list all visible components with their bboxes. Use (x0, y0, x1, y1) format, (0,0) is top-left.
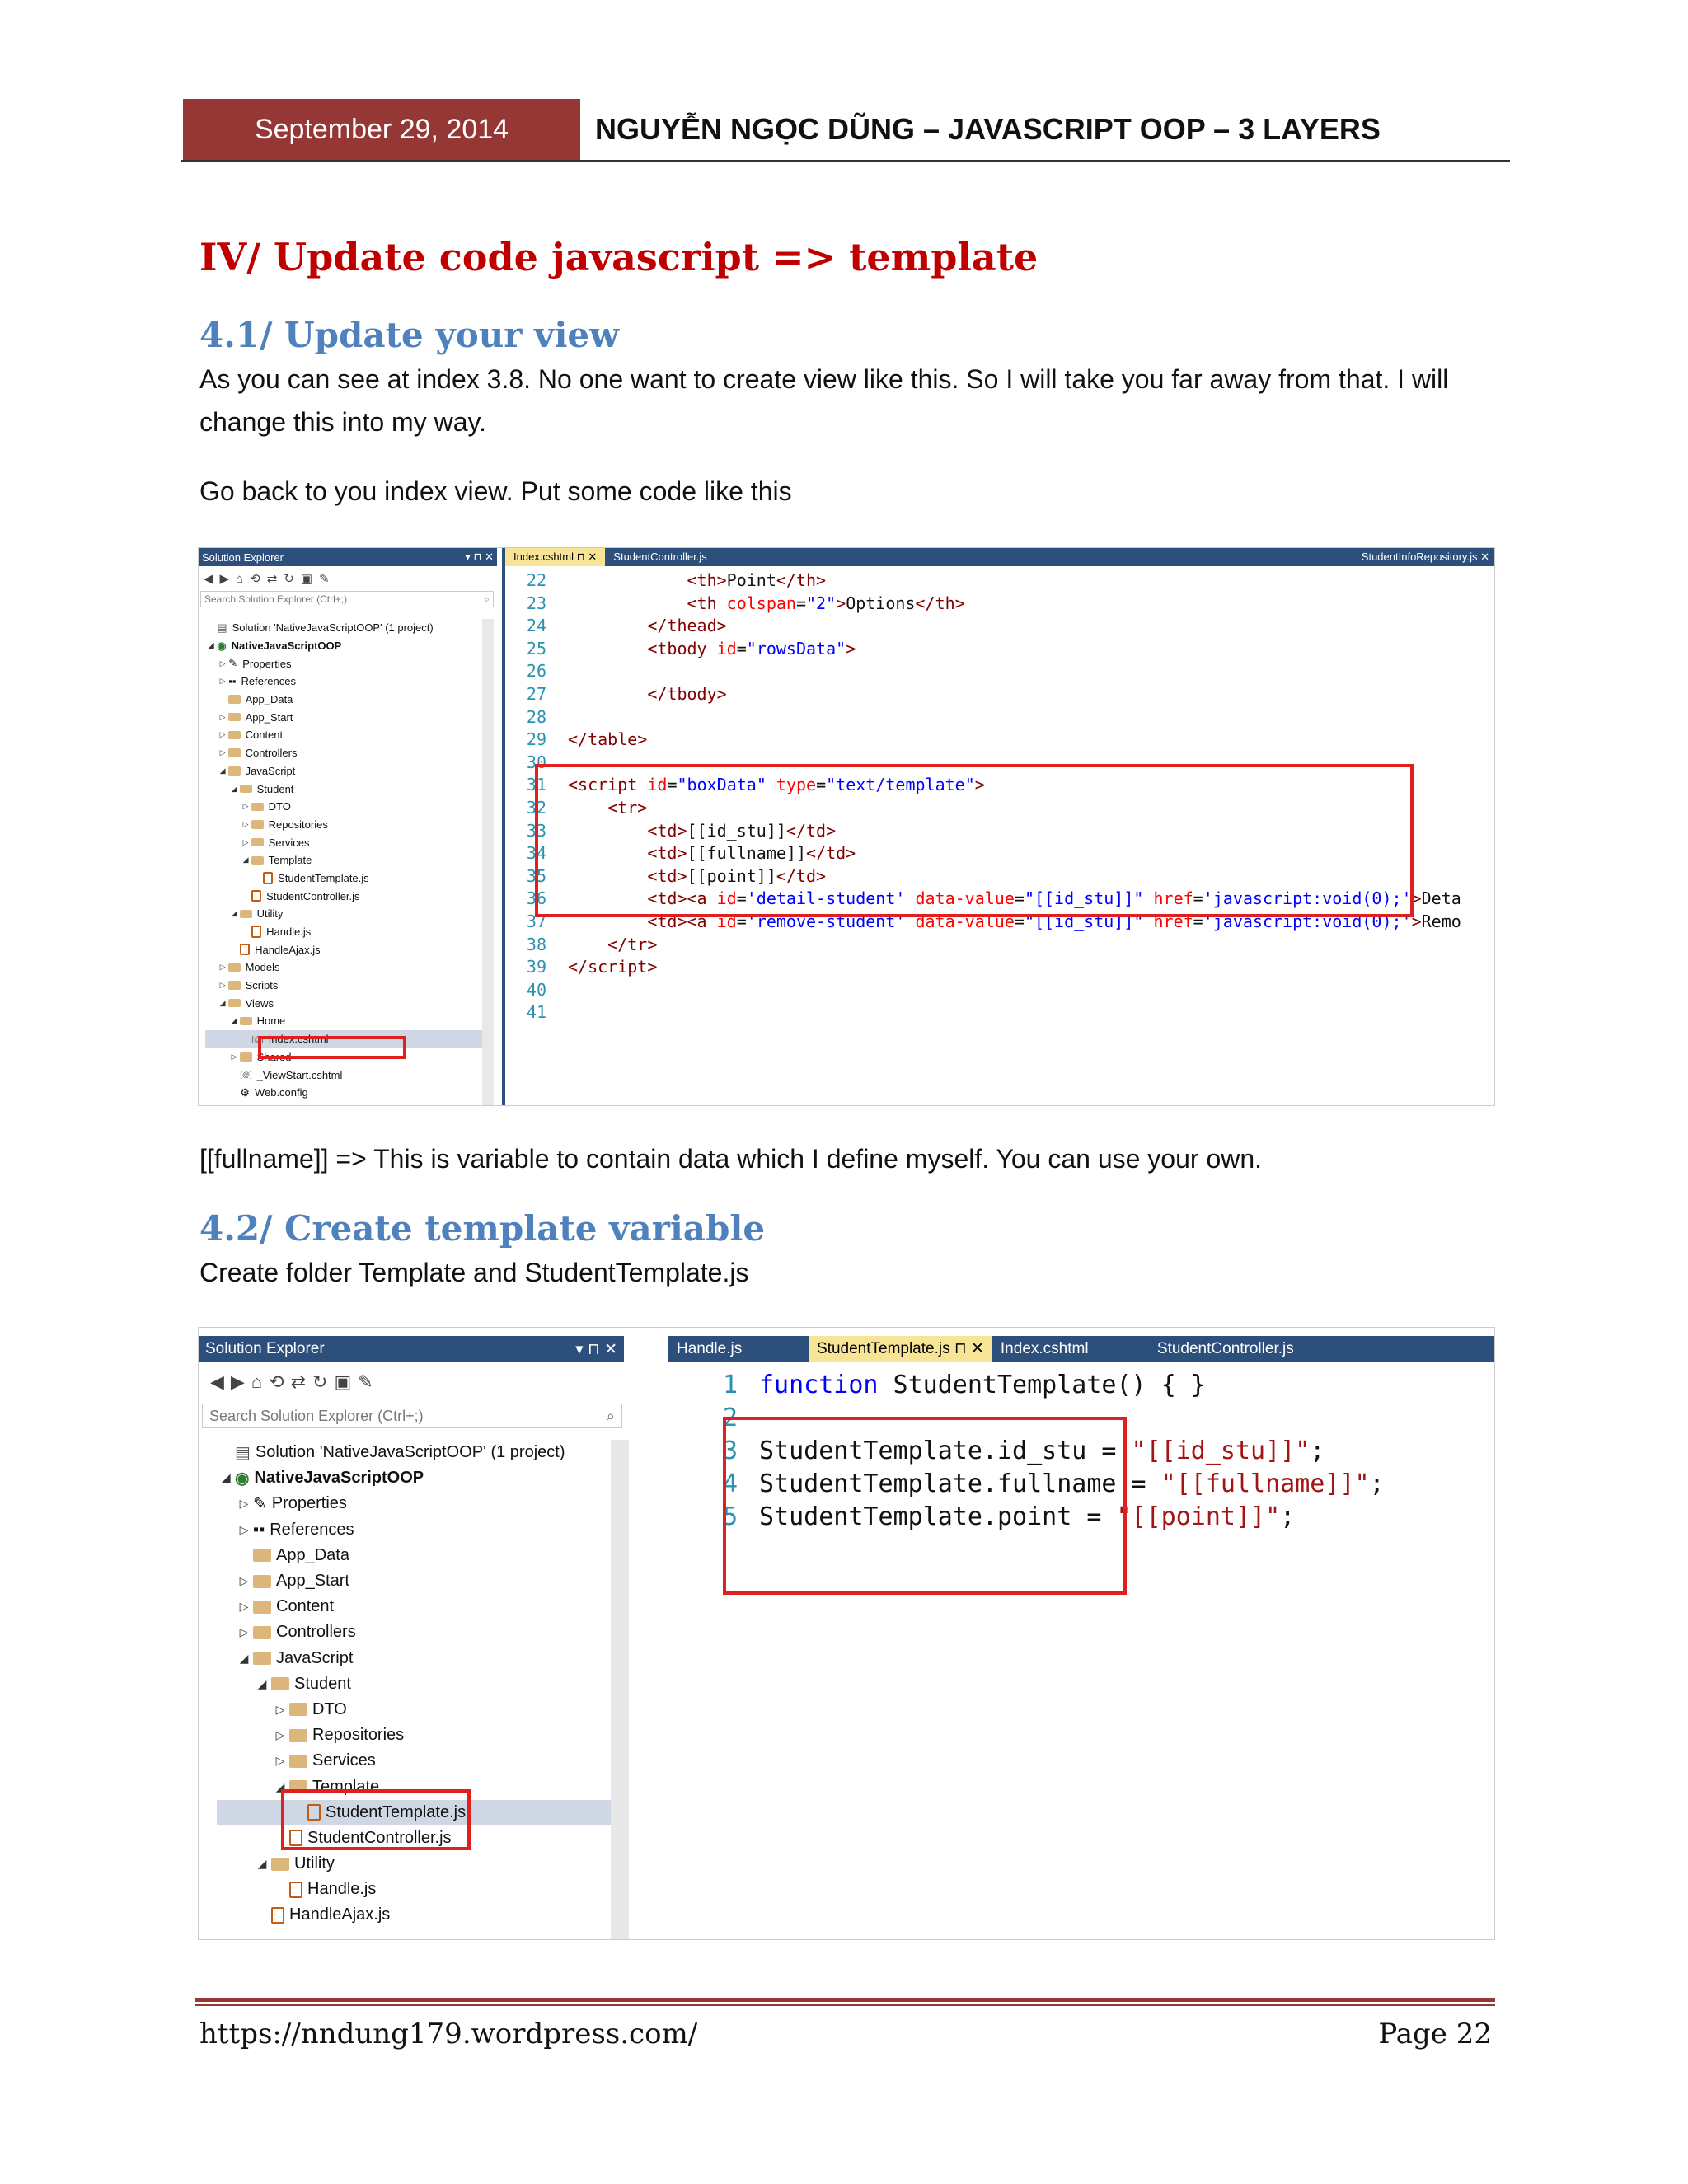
line-number: 2 (722, 1404, 738, 1432)
line-number: 34 (526, 843, 546, 864)
tree-item-label: Content (276, 1597, 335, 1616)
tab-index-cshtml[interactable] (505, 548, 605, 566)
folder-icon (240, 785, 251, 793)
tab-label: StudentInfoRepository.js (1361, 551, 1478, 563)
solution-icon: ▤ (235, 1444, 251, 1463)
code-line (505, 956, 1495, 979)
tree-item-label: StudentTemplate.js (326, 1802, 467, 1821)
folder-icon (253, 1575, 271, 1588)
tree-item[interactable] (217, 1697, 612, 1722)
code-line (505, 934, 1495, 957)
tree-item-label: Index.cshtml (268, 1033, 329, 1046)
tree-item[interactable] (205, 619, 485, 637)
expand-arrow-icon[interactable]: ▷ (239, 1497, 249, 1511)
line-number: 24 (526, 616, 546, 636)
tree-item-label: JavaScript (276, 1648, 354, 1667)
expand-arrow-icon[interactable]: ▷ (239, 1625, 249, 1639)
expand-arrow-icon[interactable]: ▷ (239, 1574, 249, 1588)
tree-item-label: Student (294, 1674, 351, 1693)
folder-icon (228, 713, 240, 721)
paragraph-go-back: Go back to you index view. Put some code like this (199, 476, 792, 506)
cshtml-file-icon: [@] (251, 1034, 264, 1043)
tree-item[interactable] (217, 1646, 612, 1671)
references-icon: ▪▪ (253, 1520, 265, 1539)
tree-item-label: JavaScript (245, 764, 296, 777)
wrench-icon: ✎ (228, 657, 238, 670)
expand-arrow-icon[interactable]: ▷ (275, 1728, 285, 1742)
tree-item[interactable] (205, 1066, 485, 1084)
expand-arrow-icon[interactable]: ◢ (219, 766, 226, 775)
config-file-icon: ⚙ (240, 1085, 250, 1099)
code-text: <script id="boxData" type="text/template"> (568, 775, 985, 795)
expand-arrow-icon[interactable]: ◢ (219, 998, 226, 1007)
folder-icon (251, 820, 263, 828)
close-icon[interactable]: ✕ (1480, 551, 1489, 563)
tree-item[interactable] (205, 637, 485, 655)
code-editor-panel (668, 1328, 1494, 1939)
code-text: StudentTemplate.point = "[[point]]"; (759, 1502, 1296, 1531)
code-text (558, 706, 568, 729)
expand-arrow-icon[interactable]: ◢ (275, 1779, 285, 1793)
solution-explorer-panel (199, 548, 502, 1105)
tree-item[interactable] (217, 1851, 612, 1877)
tree-item-label: Controllers (276, 1623, 356, 1642)
code-text: <td><a id='detail-student' data-value="[[id_stu]]" href='javascript:void(0);'>Deta (647, 888, 1461, 909)
expand-arrow-icon[interactable]: ▷ (242, 802, 249, 811)
tree-item[interactable] (217, 1671, 612, 1697)
tab-studentcontroller[interactable]: StudentController.js (613, 551, 707, 563)
tree-item[interactable] (217, 1465, 612, 1491)
folder-icon (228, 999, 240, 1007)
close-icon[interactable]: ✕ (970, 1340, 984, 1357)
expand-arrow-icon[interactable]: ▷ (219, 712, 226, 721)
js-file-icon (271, 1907, 284, 1924)
code-text: <th colspan="2">Options</th> (687, 593, 965, 613)
tree-item-label: Models (245, 961, 280, 974)
history-icon[interactable]: ⟲ (269, 1371, 284, 1392)
folder-icon (240, 1017, 251, 1025)
tree-item[interactable] (205, 869, 485, 888)
history-icon[interactable]: ⟲ (250, 572, 260, 586)
tree-item-label: HandleAjax.js (255, 943, 321, 956)
code-line (505, 729, 1495, 752)
tree-item-label: Repositories (268, 818, 328, 831)
line-number: 3 (722, 1436, 738, 1465)
pin-icon[interactable]: ⊓ (576, 551, 585, 563)
tree-item[interactable] (205, 977, 485, 995)
code-text: <td><a id='remove-student' data-value="[[id_stu]]" href='javascript:void(0);'>Remo (647, 911, 1461, 931)
tree-item-label: App_Start (245, 710, 293, 724)
expand-arrow-icon[interactable]: ▷ (219, 677, 226, 686)
code-text: </script> (568, 957, 658, 977)
code-line (505, 660, 1495, 683)
project-icon: ◉ (235, 1469, 250, 1488)
search-input[interactable]: Search Solution Explorer (Ctrl+;) (209, 1407, 424, 1424)
solution-explorer-toolbar (204, 568, 330, 589)
header-date: September 29, 2014 (183, 99, 580, 160)
tree-item[interactable] (205, 673, 485, 691)
expand-arrow-icon[interactable]: ▷ (275, 1702, 285, 1716)
line-number: 35 (526, 865, 546, 886)
folder-icon (271, 1858, 289, 1871)
folder-icon (228, 963, 240, 972)
line-number: 32 (526, 797, 546, 818)
expand-arrow-icon[interactable]: ◢ (231, 909, 237, 918)
js-file-icon (251, 926, 261, 937)
tree-item[interactable] (217, 1517, 612, 1543)
folder-icon (251, 803, 263, 811)
wrench-icon: ✎ (253, 1495, 267, 1514)
collapse-icon[interactable]: ▣ (300, 572, 313, 586)
home-icon[interactable]: ⌂ (236, 571, 244, 586)
close-icon[interactable]: ✕ (588, 551, 598, 563)
code-text: function StudentTemplate() { } (759, 1371, 1206, 1399)
folder-icon (253, 1626, 271, 1639)
code-text: </thead> (647, 616, 727, 636)
tree-item[interactable] (217, 1902, 612, 1928)
paragraph-intro: As you can see at index 3.8. No one want to create view like this. So I will take you far away from that. I will change this into my way. (199, 364, 1449, 437)
forward-icon[interactable]: ▶ (219, 572, 230, 586)
tree-item[interactable] (217, 1877, 612, 1902)
tree-item-label: Utility (294, 1854, 335, 1873)
tree-item-label: Handle.js (266, 926, 312, 939)
tree-item-label: Solution 'NativeJavaScriptOOP' (1 project) (255, 1443, 565, 1462)
code-text: <td>[[point]]</td> (647, 865, 827, 886)
tab-label: Index.cshtml (513, 551, 574, 563)
code-text (558, 979, 568, 1002)
tree-item-label: Student (256, 782, 294, 795)
expand-arrow-icon[interactable]: ◢ (257, 1676, 267, 1690)
tree-item[interactable] (205, 958, 485, 977)
tree-item[interactable] (217, 1491, 612, 1516)
code-text: </tr> (607, 934, 658, 954)
line-number: 30 (526, 752, 546, 772)
tree-item[interactable] (217, 1543, 612, 1568)
subsection-4-2-title: 4.2/ Create template variable (199, 1208, 766, 1249)
subsection-4-1-title: 4.1/ Update your view (199, 315, 620, 355)
tree-item[interactable] (205, 816, 485, 834)
screenshot-template-file (198, 1327, 1495, 1940)
code-text: <th>Point</th> (687, 570, 827, 590)
folder-icon (240, 1052, 251, 1061)
code-text: <tbody id="rowsData"> (647, 638, 856, 658)
solution-tree (217, 1440, 612, 1929)
line-number: 27 (526, 683, 546, 704)
collapse-icon[interactable]: ▣ (334, 1371, 352, 1392)
expand-arrow-icon[interactable]: ▷ (219, 963, 226, 972)
references-icon: ▪▪ (228, 675, 237, 688)
tree-item[interactable] (205, 691, 485, 709)
tree-item-label: App_Start (276, 1572, 349, 1591)
tree-item[interactable] (217, 1440, 612, 1465)
expand-arrow-icon[interactable]: ▷ (242, 819, 249, 828)
code-line (505, 615, 1495, 638)
highlight-template-properties (723, 1417, 1127, 1595)
code-editor-panel (502, 548, 1495, 1105)
sync-icon[interactable]: ⇄ (266, 572, 278, 586)
search-icon[interactable]: ⌕ (606, 1407, 615, 1424)
expand-arrow-icon[interactable]: ▷ (219, 748, 226, 757)
footer-page-number: Page 22 (1378, 2018, 1492, 2050)
tree-item-label: Template (312, 1777, 380, 1796)
expand-arrow-icon[interactable]: ◢ (257, 1857, 267, 1871)
tree-item-label: NativeJavaScriptOOP (231, 640, 342, 653)
cshtml-file-icon: [@] (240, 1071, 252, 1080)
paragraph-fullname-note: [[fullname]] => This is variable to contain data which I define myself. You can use your own. (199, 1144, 1263, 1174)
line-number: 29 (526, 729, 546, 750)
code-text: </table> (568, 729, 648, 750)
tree-item-label: Controllers (245, 747, 298, 760)
expand-arrow-icon[interactable]: ▷ (219, 658, 226, 668)
search-input[interactable]: Search Solution Explorer (Ctrl+;) (204, 593, 348, 605)
tree-item[interactable] (205, 1012, 485, 1030)
tree-item-label: NativeJavaScriptOOP (254, 1469, 424, 1488)
tree-item[interactable] (205, 1084, 485, 1102)
tree-item[interactable] (205, 654, 485, 673)
js-file-icon (289, 1882, 302, 1898)
line-number: 28 (526, 706, 546, 727)
line-number: 36 (526, 888, 546, 909)
line-number: 26 (526, 661, 546, 682)
tree-item-label: Shared (256, 1050, 292, 1063)
code-line (505, 706, 1495, 729)
line-number: 39 (526, 957, 546, 977)
refresh-icon[interactable]: ↻ (284, 572, 294, 586)
line-number: 4 (722, 1469, 738, 1498)
solution-explorer-scrollbar[interactable] (611, 1440, 629, 1939)
code-line (505, 638, 1495, 661)
tree-item-label: Properties (271, 1494, 347, 1513)
properties-icon[interactable]: ✎ (358, 1371, 373, 1392)
tree-item[interactable] (205, 708, 485, 726)
folder-icon (271, 1677, 289, 1690)
tree-item-label: Scripts (245, 979, 279, 992)
editor-tabs (505, 548, 1495, 566)
solution-icon: ▤ (217, 621, 227, 634)
tree-item[interactable] (205, 887, 485, 905)
folder-icon (253, 1652, 271, 1665)
solution-explorer-scrollbar[interactable] (482, 619, 494, 1105)
tree-item[interactable] (205, 726, 485, 744)
tree-item[interactable] (205, 833, 485, 851)
tree-item[interactable] (205, 851, 485, 869)
expand-arrow-icon[interactable]: ▷ (275, 1754, 285, 1768)
folder-icon (228, 731, 240, 739)
solution-tree (205, 619, 485, 1102)
tree-item-label: Views (245, 996, 274, 1010)
code-text: StudentTemplate.id_stu = "[[id_stu]]"; (759, 1436, 1325, 1465)
folder-icon (228, 981, 240, 989)
folder-icon (253, 1601, 271, 1614)
tree-item[interactable] (205, 744, 485, 762)
expand-arrow-icon[interactable]: ◢ (231, 784, 237, 793)
tree-item-label: Content (245, 729, 284, 742)
expand-arrow-icon[interactable]: ▷ (239, 1600, 249, 1614)
line-number: 38 (526, 934, 546, 954)
panel-pin-close-icons[interactable]: ▾ ⊓ ✕ (465, 551, 494, 563)
tree-item-label: DTO (268, 800, 291, 813)
refresh-icon[interactable]: ↻ (312, 1371, 328, 1392)
forward-icon[interactable]: ▶ (230, 1371, 245, 1392)
tab-studentcontroller[interactable]: StudentController.js (1156, 1340, 1294, 1357)
code-text (558, 1001, 568, 1024)
tree-item-label: App_Data (276, 1545, 349, 1564)
paragraph-create-folder: Create folder Template and StudentTemplate.js (199, 1258, 749, 1287)
tree-item-label: Services (268, 836, 310, 849)
solution-explorer-title: Solution Explorer (202, 551, 284, 564)
tree-item[interactable] (205, 923, 485, 941)
tree-item-label: DTO (312, 1699, 347, 1718)
tree-item[interactable] (217, 1619, 612, 1645)
tree-item-label: Web.config (254, 1086, 308, 1099)
project-icon: ◉ (217, 639, 227, 652)
tree-item[interactable] (217, 1568, 612, 1594)
code-text: <td>[[id_stu]]</td> (647, 820, 837, 841)
folder-icon (251, 838, 263, 846)
line-number: 31 (526, 775, 546, 795)
folder-icon (228, 695, 240, 703)
expand-arrow-icon[interactable]: ▷ (231, 1052, 237, 1061)
expand-arrow-icon[interactable]: ◢ (221, 1471, 231, 1485)
highlight-template-folder (281, 1789, 471, 1850)
solution-explorer-toolbar (210, 1366, 373, 1399)
tree-item[interactable] (205, 940, 485, 958)
highlight-index-cshtml (258, 1036, 406, 1059)
tree-item[interactable] (205, 780, 485, 798)
tab-handle-js[interactable]: Handle.js (677, 1340, 743, 1357)
solution-explorer-search[interactable] (202, 1404, 622, 1428)
screenshot-index-view (198, 547, 1495, 1106)
tree-item[interactable] (217, 1594, 612, 1619)
line-number: 40 (526, 979, 546, 1000)
folder-icon (228, 748, 240, 757)
code-line (505, 1001, 1495, 1024)
sync-icon[interactable]: ⇄ (290, 1371, 307, 1392)
back-icon[interactable]: ◀ (204, 572, 213, 586)
tree-item[interactable] (217, 1748, 612, 1774)
tree-item[interactable] (205, 994, 485, 1012)
code-line (505, 683, 1495, 706)
js-file-icon (240, 944, 250, 955)
expand-arrow-icon[interactable]: ◢ (231, 1016, 237, 1025)
line-number: 25 (526, 638, 546, 658)
folder-icon (251, 856, 263, 865)
folder-icon (253, 1549, 271, 1562)
tree-item[interactable] (205, 798, 485, 816)
tree-item-label: Template (268, 854, 312, 867)
tree-item-label: Properties (242, 657, 292, 670)
expand-arrow-icon[interactable]: ◢ (242, 855, 249, 865)
tree-item-label: _ViewStart.cshtml (256, 1068, 343, 1081)
code-line (505, 593, 1495, 616)
tree-item-label: StudentController.js (307, 1828, 452, 1847)
line-number: 37 (526, 911, 546, 931)
tree-item-label: Utility (256, 907, 284, 921)
code-text: <td>[[fullname]]</td> (647, 843, 856, 864)
search-icon[interactable]: ⌕ (484, 593, 490, 605)
tab-studenttemplate-js[interactable] (809, 1336, 992, 1362)
code-text: </tbody> (647, 683, 727, 704)
tab-studentinforepository[interactable] (1353, 548, 1495, 566)
folder-icon (240, 910, 251, 918)
code-text: <tr> (607, 797, 648, 818)
line-number: 1 (722, 1371, 738, 1399)
footer-rule (195, 1998, 1495, 2002)
tree-item-label: HandleAjax.js (289, 1905, 391, 1924)
code-line (505, 979, 1495, 1002)
tree-item-label: References (270, 1520, 354, 1539)
tree-item-label: App_Data (245, 693, 293, 706)
line-number: 23 (526, 593, 546, 613)
solution-explorer-titlebar (199, 1336, 624, 1362)
line-number: 22 (526, 570, 546, 590)
expand-arrow-icon[interactable]: ◢ (208, 641, 214, 650)
tab-label: StudentTemplate.js (817, 1340, 950, 1357)
line-number: 33 (526, 820, 546, 841)
tree-item-label: Services (312, 1751, 376, 1770)
line-number: 5 (722, 1502, 738, 1531)
home-icon[interactable]: ⌂ (251, 1371, 263, 1392)
line-number: 41 (526, 1002, 546, 1023)
header-rule (181, 160, 1510, 162)
pin-icon[interactable]: ⊓ (954, 1340, 967, 1357)
code-line (505, 569, 1495, 593)
footer-rule-thin (195, 2004, 1495, 2006)
expand-arrow-icon[interactable]: ◢ (239, 1651, 249, 1665)
tree-item-label: References (241, 675, 296, 688)
code-text: StudentTemplate.fullname = "[[fullname]]"; (759, 1469, 1385, 1498)
solution-explorer-title: Solution Explorer (205, 1340, 325, 1357)
highlight-script-template (535, 764, 1414, 917)
back-icon[interactable]: ◀ (210, 1371, 224, 1392)
code-text (558, 660, 568, 683)
tree-item[interactable] (217, 1722, 612, 1748)
solution-explorer-search[interactable] (200, 591, 494, 607)
tree-item-label: StudentController.js (266, 889, 360, 902)
tree-item[interactable] (205, 762, 485, 780)
tree-item-label: StudentTemplate.js (278, 871, 369, 884)
editor-tabs (668, 1336, 1494, 1362)
properties-icon[interactable]: ✎ (319, 572, 330, 586)
header-title: NGUYỄN NGỌC DŨNG – JAVASCRIPT OOP – 3 LAYERS (595, 112, 1381, 146)
solution-explorer-panel (199, 1328, 668, 1939)
solution-explorer-titlebar (199, 548, 497, 566)
expand-arrow-icon[interactable]: ▷ (219, 981, 226, 990)
tree-item-label: Repositories (312, 1726, 405, 1745)
js-file-icon (263, 872, 273, 883)
panel-pin-close-icons[interactable]: ▾ ⊓ ✕ (575, 1340, 617, 1358)
section-title: IV/ Update code javascript => template (199, 235, 1039, 279)
expand-arrow-icon[interactable]: ▷ (239, 1522, 249, 1536)
expand-arrow-icon[interactable]: ▷ (219, 730, 226, 739)
folder-icon (228, 766, 240, 775)
footer-url[interactable]: https://nndung179.wordpress.com/ (199, 2018, 698, 2050)
tree-item-label: Home (256, 1015, 286, 1028)
code-line (668, 1369, 1494, 1402)
tab-index-cshtml[interactable]: Index.cshtml (1000, 1340, 1089, 1357)
folder-icon (289, 1729, 307, 1742)
tree-item[interactable] (205, 905, 485, 923)
tree-item-label: Solution 'NativeJavaScriptOOP' (1 project) (232, 621, 434, 635)
js-file-icon (251, 890, 261, 902)
tree-item-label: Handle.js (307, 1880, 377, 1899)
expand-arrow-icon[interactable]: ▷ (242, 837, 249, 846)
folder-icon (289, 1755, 307, 1768)
folder-icon (289, 1703, 307, 1716)
